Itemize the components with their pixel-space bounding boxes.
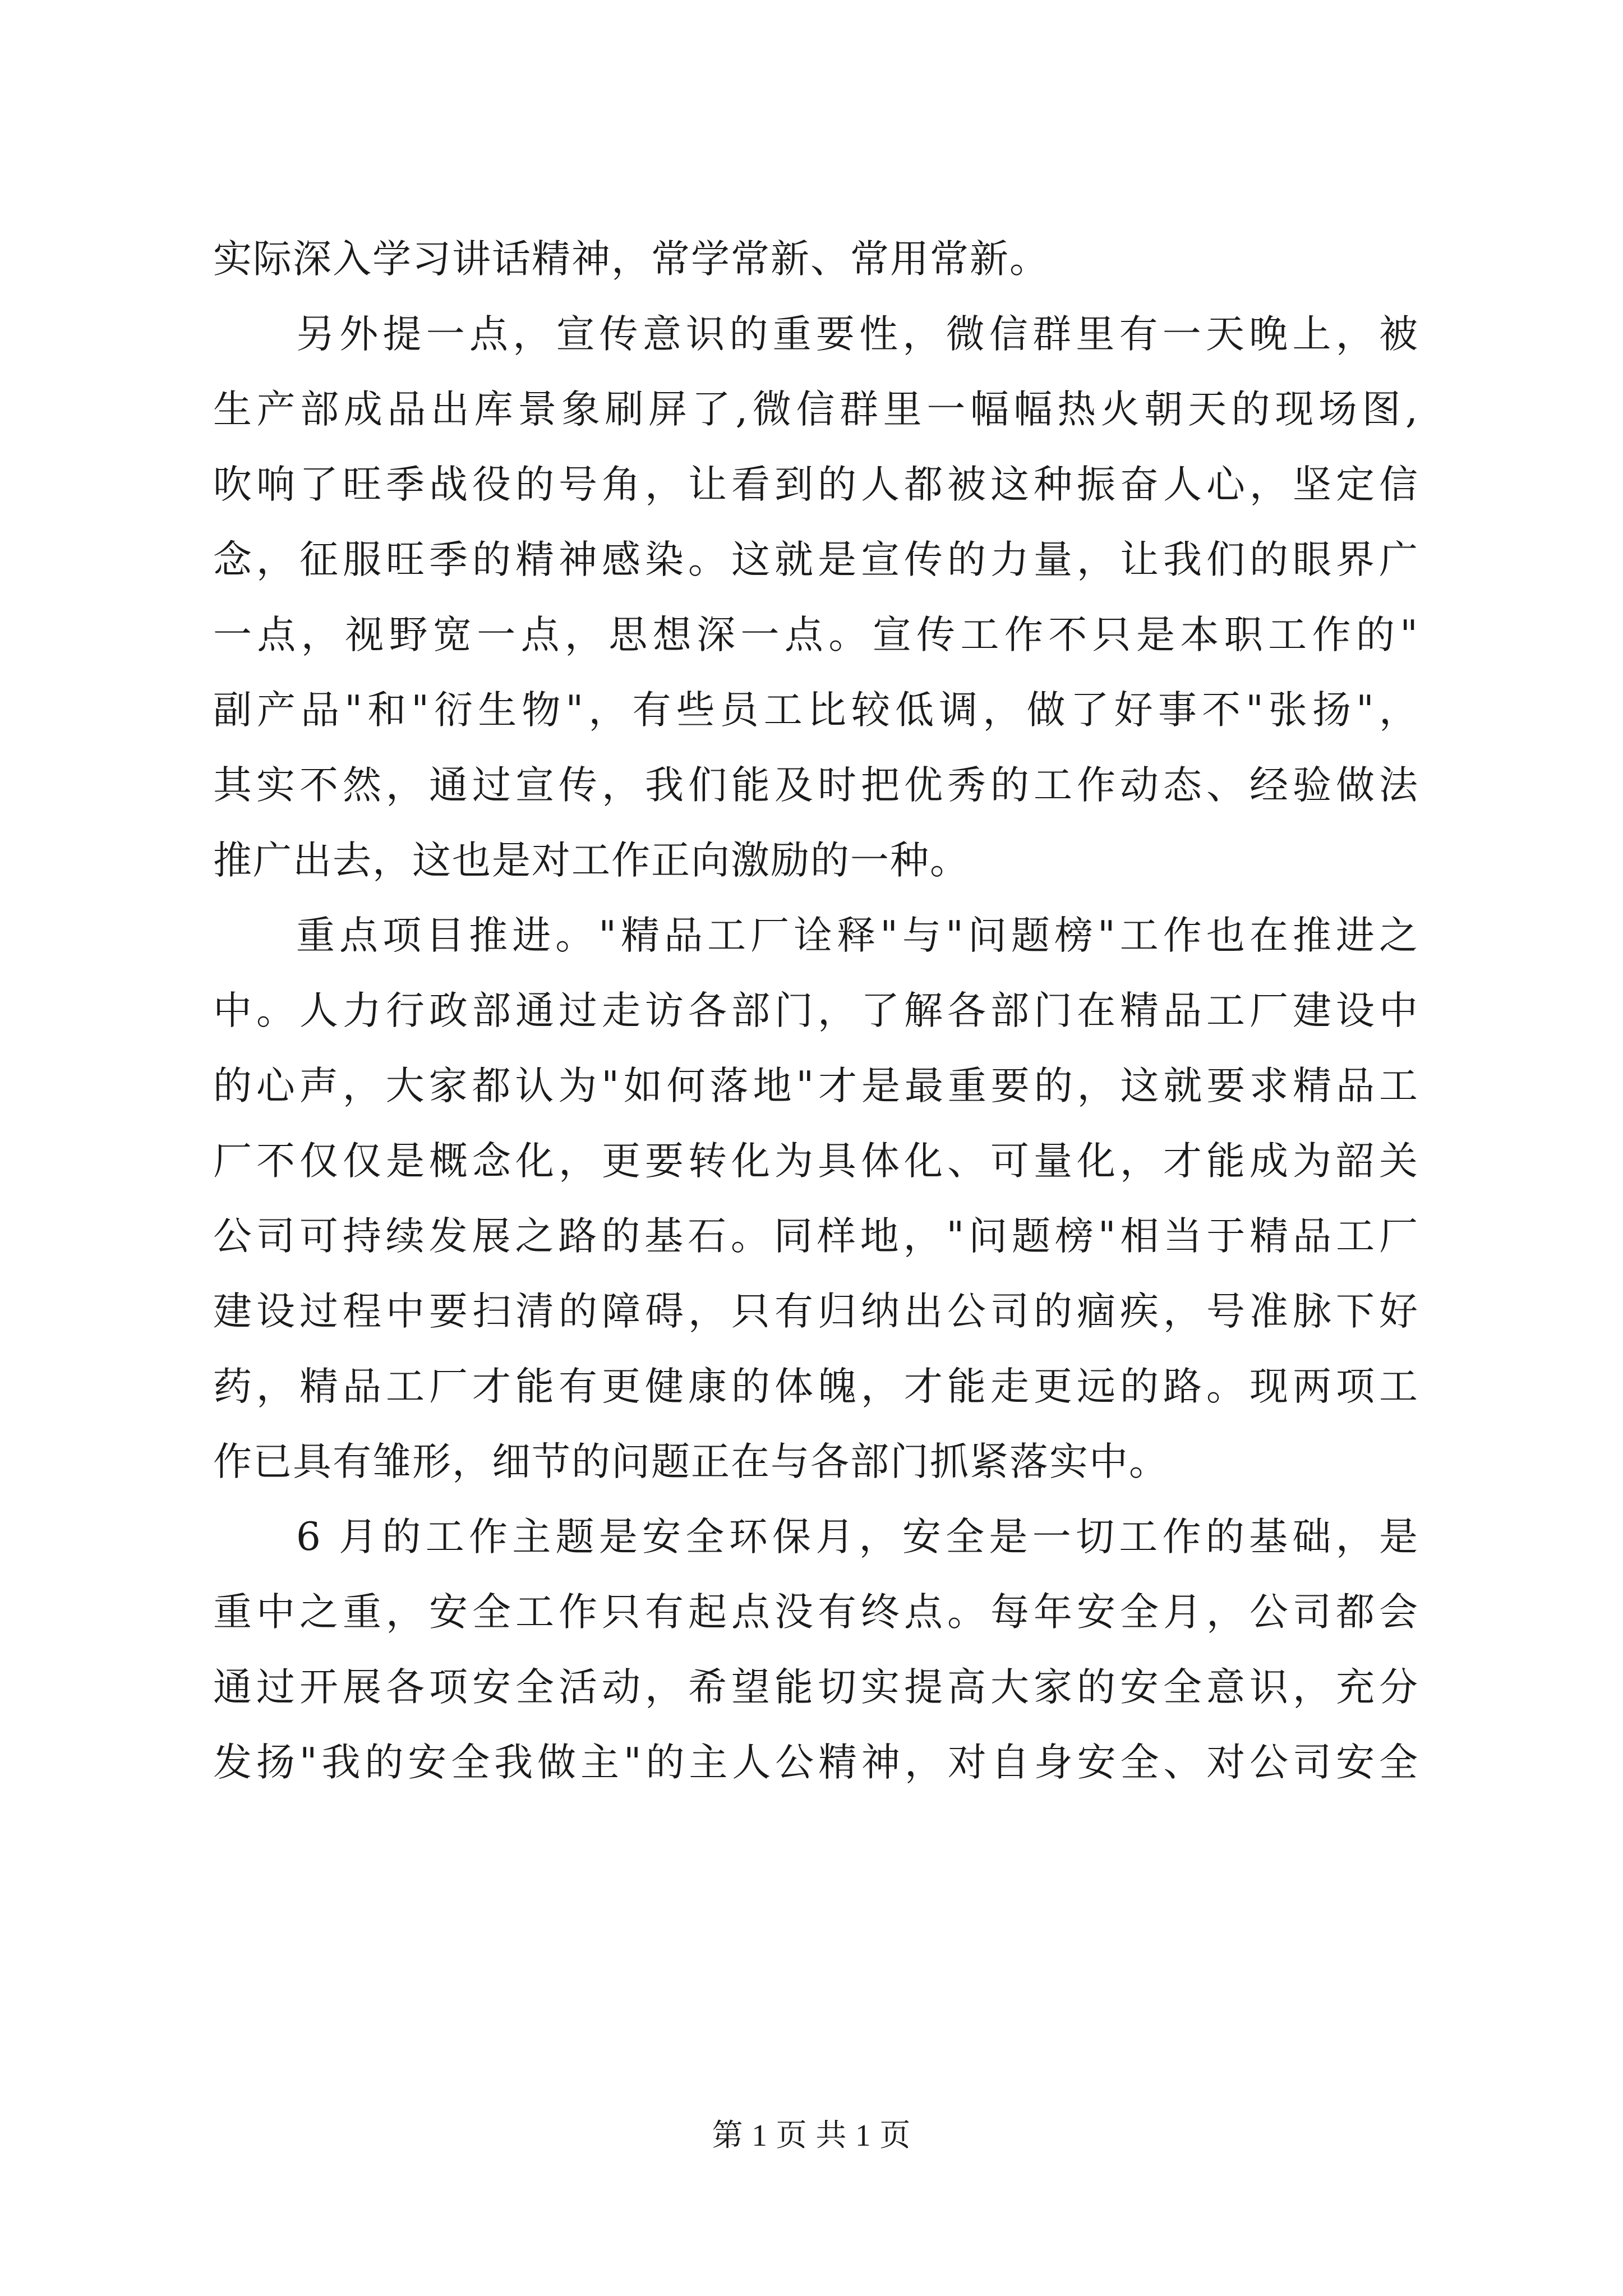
text-line: 一点，视野宽一点，思想深一点。宣传工作不只是本职工作的" [213, 613, 1419, 657]
text-line: 药，精品工厂才能有更健康的体魄，才能走更远的路。现两项工 [213, 1364, 1419, 1409]
text-line: 副产品"和"衍生物"，有些员工比较低调，做了好事不"张扬"， [213, 688, 1419, 733]
paragraph-first-line: 6 月的工作主题是安全环保月，安全是一切工作的基础，是 [296, 1515, 1419, 1559]
text-line: 生产部成品出库景象刷屏了,微信群里一幅幅热火朝天的现场图, [213, 387, 1419, 432]
paragraph-first-line: 另外提一点，宣传意识的重要性，微信群里有一天晚上，被 [296, 312, 1419, 357]
text-line: 其实不然，通过宣传，我们能及时把优秀的工作动态、经验做法 [213, 763, 1419, 808]
text-line: 念，征服旺季的精神感染。这就是宣传的力量，让我们的眼界广 [213, 537, 1419, 582]
text-line: 实际深入学习讲话精神，常学常新、常用常新。 [213, 237, 1049, 282]
text-line: 推广出去，这也是对工作正向激励的一种。 [213, 838, 970, 883]
page-number-footer: 第 1 页 共 1 页 [712, 2118, 911, 2152]
text-line: 建设过程中要扫清的障碍，只有归纳出公司的痼疾，号准脉下好 [213, 1289, 1419, 1334]
paragraph-first-line: 重点项目推进。"精品工厂诠释"与"问题榜"工作也在推进之 [296, 913, 1419, 958]
text-line: 发扬"我的安全我做主"的主人公精神，对自身安全、对公司安全 [213, 1740, 1419, 1785]
text-line: 吹响了旺季战役的号角，让看到的人都被这种振奋人心，坚定信 [213, 462, 1419, 507]
text-line: 中。人力行政部通过走访各部门，了解各部门在精品工厂建设中 [213, 988, 1419, 1033]
text-line: 通过开展各项安全活动，希望能切实提高大家的安全意识，充分 [213, 1665, 1419, 1710]
document-body [213, 222, 1419, 1800]
text-line: 公司可持续发展之路的基石。同样地，"问题榜"相当于精品工厂 [213, 1214, 1419, 1259]
text-line: 厂不仅仅是概念化，更要转化为具体化、可量化，才能成为韶关 [213, 1139, 1419, 1184]
text-line: 重中之重，安全工作只有起点没有终点。每年安全月，公司都会 [213, 1590, 1419, 1635]
text-line: 作已具有雏形，细节的问题正在与各部门抓紧落实中。 [213, 1439, 1169, 1484]
text-line: 的心声，大家都认为"如何落地"才是最重要的，这就要求精品工 [213, 1064, 1419, 1108]
